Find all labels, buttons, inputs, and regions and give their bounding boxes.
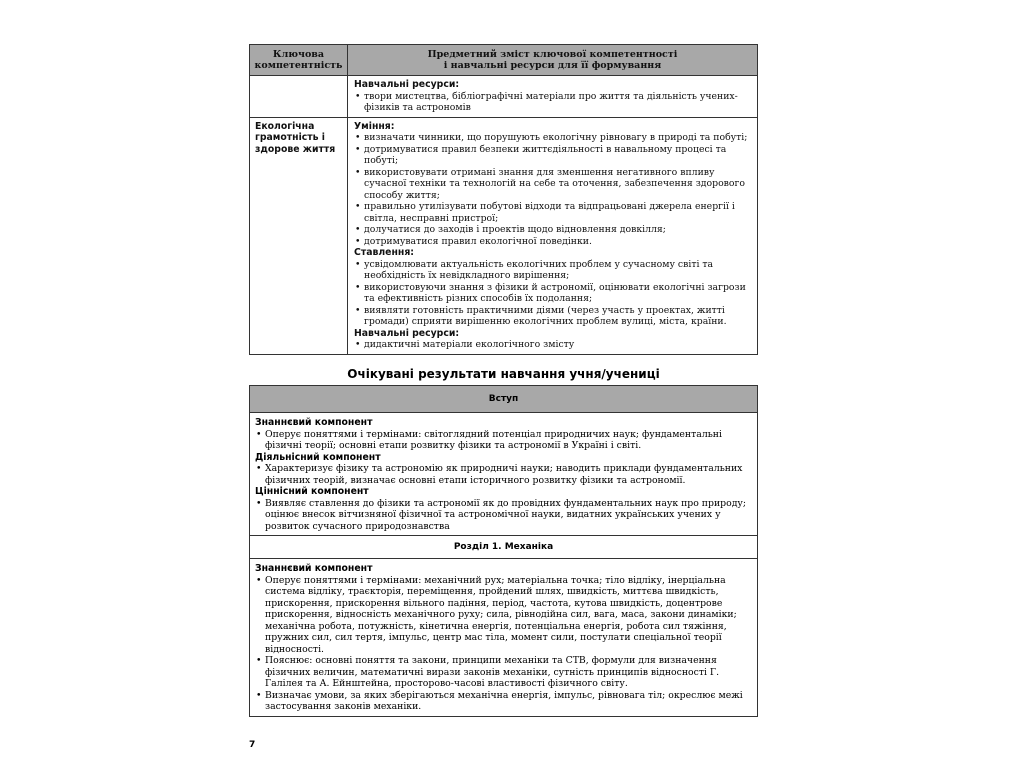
activity-list: [255, 463, 751, 486]
header-key-competency: Ключова компетентність: [250, 45, 348, 76]
value-heading: Ціннісний компонент: [255, 486, 369, 497]
list-item: • Оперує поняттями і термінами: світоглядний потенціал природничих наук; фундаментальні фізичні теорії; основні етапи розвитку фізики та астрономії в Україні і світі.: [255, 429, 751, 452]
attitude-heading: Ставлення:: [354, 247, 415, 258]
value-list: [255, 498, 751, 533]
table-row: [250, 117, 758, 354]
skills-list: [354, 132, 753, 247]
page-number: 7: [249, 740, 256, 750]
list-item: • твори мистецтва, бібліографічні матеріали про життя та діяльність учених-фізиків та астрономів: [354, 91, 753, 114]
content-cell: [348, 76, 758, 118]
table-row: [250, 76, 758, 118]
knowledge-heading: Знаннєвий компонент: [255, 563, 373, 574]
list-item: • Пояснює: основні поняття та закони, принципи механіки та СТВ, формули для визначення фізичних величин, математичні вирази законів механіки, сутність принципів відносності Г. Галілея та А. Ейнштейна, просторово-часові властивості фізичного світу.: [255, 655, 751, 690]
table-row: [250, 386, 758, 413]
list-item: • дидактичні матеріали екологічного змісту: [354, 339, 753, 351]
table-row: [250, 559, 758, 717]
list-item: • дотримуватися правил екологічної поведінки.: [354, 236, 753, 248]
table-row: [250, 413, 758, 536]
resources-heading: Навчальні ресурси:: [354, 327, 460, 339]
competency-table-header: [250, 45, 758, 76]
list-item: • дотримуватися правил безпеки життєдіяльності в навальному процесі та побуті;: [354, 144, 753, 167]
table-row: [250, 536, 758, 559]
list-item: • правильно утилізувати побутові відходи та відпрацьовані джерела енергії і світла, несправні пристрої;: [354, 201, 753, 224]
content-cell: [348, 117, 758, 354]
resources-heading: Навчальні ресурси:: [354, 79, 460, 90]
competency-table-block: [249, 44, 758, 355]
competency-table: [249, 44, 758, 355]
list-item: • долучатися до заходів і проектів щодо відновлення довкілля;: [354, 224, 753, 236]
knowledge-list: [255, 575, 751, 713]
list-item: • Визначає умови, за яких зберігаються механічна енергія, імпульс, рівновага тіл; окреслює межі застосування законів механіки.: [255, 690, 751, 713]
list-item: • визначати чинники, що порушують екологічну рівновагу в природі та побуті;: [354, 132, 753, 144]
section-title: Очікувані результати навчання учня/учениці: [347, 367, 660, 381]
knowledge-list: [255, 429, 751, 452]
intro-body: [250, 413, 758, 536]
intro-header: Вступ: [250, 386, 758, 413]
activity-heading: Діяльнісний компонент: [255, 451, 381, 463]
attitude-list: [354, 259, 753, 328]
resources-list: [354, 339, 753, 351]
list-item: • використовувати отримані знання для зменшення негативного впливу сучасної техніки та технологій на себе та оточення, забезпечення здорового способу життя;: [354, 167, 753, 202]
key-competency-ecology: Екологічна грамотність і здорове життя: [250, 117, 348, 354]
header-subject-content: Предметний зміст ключової компетентності і навчальні ресурси для її формування: [348, 45, 758, 76]
knowledge-heading: Знаннєвий компонент: [255, 417, 373, 428]
list-item: • Характеризує фізику та астрономію як природничі науки; наводить приклади фундаментальних фізичних теорій, визначає основні етапи історичного розвитку фізики та астрономії.: [255, 463, 751, 486]
results-table: [249, 385, 758, 717]
list-item: • усвідомлювати актуальність екологічних проблем у сучасному світі та необхідність їх невідкладного вирішення;: [354, 259, 753, 282]
key-cell-empty: [250, 76, 348, 118]
section1-header: Розділ 1. Механіка: [250, 536, 758, 559]
list-item: • виявляти готовність практичними діями (через участь у проектах, житті громади) сприяти вирішенню екологічних проблем вулиці, міста, країни.: [354, 305, 753, 328]
list-item: • Оперує поняттями і термінами: механічний рух; матеріальна точка; тіло відліку, інерціальна система відліку, траєкторія, переміщення, пройдений шлях, швидкість, миттєва швидкість, прискорення, прискорення вільного падіння, період, частота, кутова швидкість, доцентрове прискорення, відносність механічного руху; сила, рівнодійна сил, вага, маса, закони динаміки; механічна робота, потужність, кінетична енергія, потенціальна енергія, робота сил тяжіння, пружних сил, сил тертя, імпульс, центр мас тіла, момент сили, постулати спеціальної теорії відносності.: [255, 575, 751, 656]
skills-heading: Уміння:: [354, 120, 395, 132]
resources-list: [354, 91, 753, 114]
list-item: • Виявляє ставлення до фізики та астрономії як до провідних фундаментальних наук про природу; оцінює внесок вітчизняної фізичної та астрономічної науки, видатних українських учених у розвиток сучасного природознавства: [255, 498, 751, 533]
list-item: • використовуючи знання з фізики й астрономії, оцінювати екологічні загрози та ефективність різних способів їх подолання;: [354, 282, 753, 305]
section1-body: [250, 559, 758, 717]
